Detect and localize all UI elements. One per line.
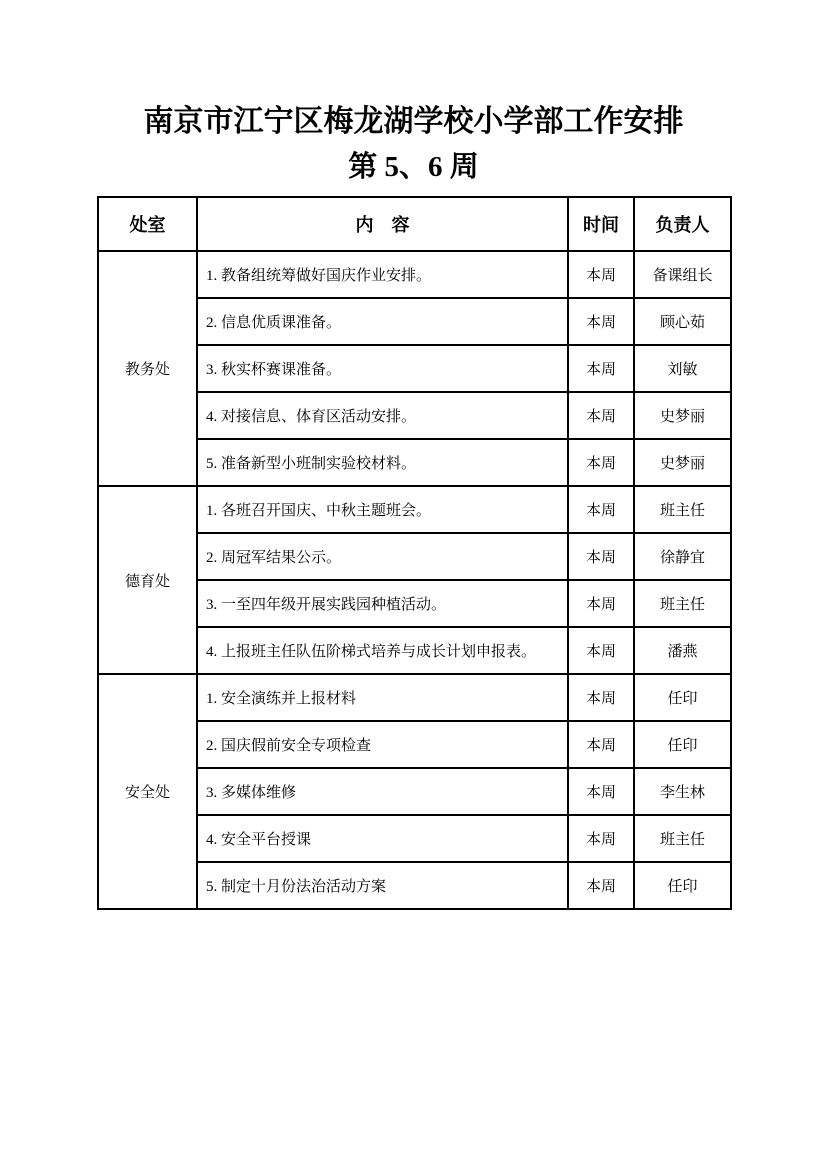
time-cell: 本周 bbox=[568, 392, 634, 439]
department-cell: 德育处 bbox=[98, 486, 197, 674]
content-cell: 5. 制定十月份法治活动方案 bbox=[197, 862, 568, 909]
col-header-time: 时间 bbox=[568, 197, 634, 251]
time-cell: 本周 bbox=[568, 862, 634, 909]
department-cell: 教务处 bbox=[98, 251, 197, 486]
content-cell: 1. 各班召开国庆、中秋主题班会。 bbox=[197, 486, 568, 533]
time-cell: 本周 bbox=[568, 298, 634, 345]
owner-cell: 潘燕 bbox=[634, 627, 731, 674]
table-row bbox=[98, 674, 731, 721]
time-cell: 本周 bbox=[568, 486, 634, 533]
owner-cell: 任印 bbox=[634, 721, 731, 768]
document-title: 南京市江宁区梅龙湖学校小学部工作安排 bbox=[143, 105, 684, 138]
content-cell: 4. 对接信息、体育区活动安排。 bbox=[197, 392, 568, 439]
content-cell: 1. 安全演练并上报材料 bbox=[197, 674, 568, 721]
content-cell: 4. 安全平台授课 bbox=[197, 815, 568, 862]
col-header-content: 内 容 bbox=[197, 197, 568, 251]
content-cell: 3. 一至四年级开展实践园种植活动。 bbox=[197, 580, 568, 627]
owner-cell: 李生林 bbox=[634, 768, 731, 815]
time-cell: 本周 bbox=[568, 533, 634, 580]
col-header-department: 处室 bbox=[98, 197, 197, 251]
time-cell: 本周 bbox=[568, 815, 634, 862]
owner-cell: 班主任 bbox=[634, 815, 731, 862]
owner-cell: 任印 bbox=[634, 862, 731, 909]
owner-cell: 顾心茹 bbox=[634, 298, 731, 345]
content-cell: 5. 准备新型小班制实验校材料。 bbox=[197, 439, 568, 486]
content-cell: 3. 秋实杯赛课准备。 bbox=[197, 345, 568, 392]
content-cell: 3. 多媒体维修 bbox=[197, 768, 568, 815]
document-subtitle: 第 5、6 周 bbox=[348, 151, 479, 183]
time-cell: 本周 bbox=[568, 721, 634, 768]
table-header-row bbox=[98, 197, 731, 251]
time-cell: 本周 bbox=[568, 627, 634, 674]
content-cell: 2. 信息优质课准备。 bbox=[197, 298, 568, 345]
time-cell: 本周 bbox=[568, 439, 634, 486]
time-cell: 本周 bbox=[568, 345, 634, 392]
department-cell: 安全处 bbox=[98, 674, 197, 909]
time-cell: 本周 bbox=[568, 251, 634, 298]
owner-cell: 备课组长 bbox=[634, 251, 731, 298]
owner-cell: 史梦丽 bbox=[634, 439, 731, 486]
content-cell: 2. 周冠军结果公示。 bbox=[197, 533, 568, 580]
content-cell: 2. 国庆假前安全专项检查 bbox=[197, 721, 568, 768]
time-cell: 本周 bbox=[568, 674, 634, 721]
owner-cell: 徐静宜 bbox=[634, 533, 731, 580]
time-cell: 本周 bbox=[568, 580, 634, 627]
content-cell: 4. 上报班主任队伍阶梯式培养与成长计划申报表。 bbox=[197, 627, 568, 674]
owner-cell: 班主任 bbox=[634, 580, 731, 627]
col-header-owner: 负责人 bbox=[634, 197, 731, 251]
time-cell: 本周 bbox=[568, 768, 634, 815]
owner-cell: 史梦丽 bbox=[634, 392, 731, 439]
content-cell: 1. 教备组统筹做好国庆作业安排。 bbox=[197, 251, 568, 298]
owner-cell: 任印 bbox=[634, 674, 731, 721]
schedule-table bbox=[97, 196, 732, 910]
owner-cell: 班主任 bbox=[634, 486, 731, 533]
table-row bbox=[98, 486, 731, 533]
owner-cell: 刘敏 bbox=[634, 345, 731, 392]
table-row bbox=[98, 251, 731, 298]
